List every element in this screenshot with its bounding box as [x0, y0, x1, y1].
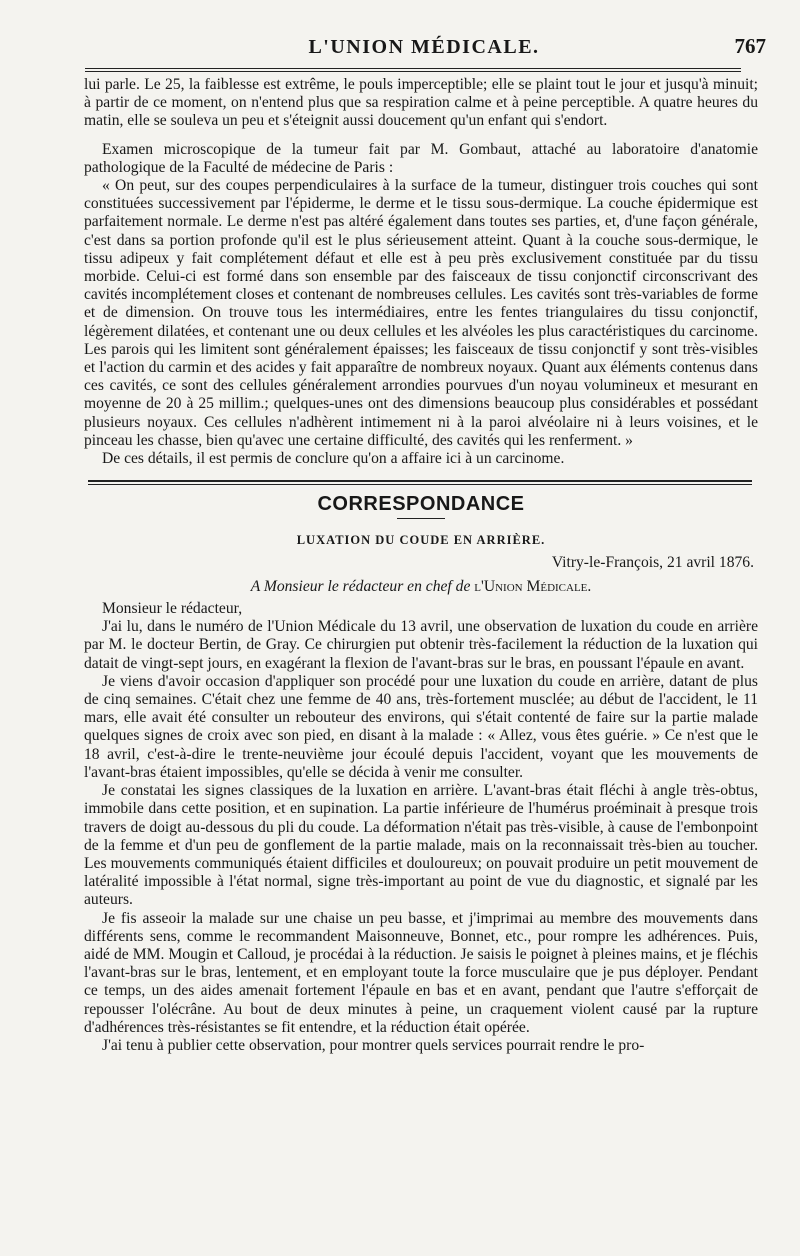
paragraph-examen: Examen microscopique de la tumeur fait par M. Gombaut, attaché au laboratoire d'anatomie pathologique de la Faculté de médecine de Paris : — [84, 140, 758, 176]
section-divider — [88, 480, 752, 485]
page-body — [84, 76, 758, 1055]
article-title: LUXATION DU COUDE EN ARRIÈRE. — [296, 533, 546, 548]
letter-paragraph: Je constatai les signes classiques de la luxation en arrière. L'avant-bras était fléchi à angle très-obtus, immobile dans cette position, et en supination. La partie inférieure de l'humérus proéminait à presque trois travers de doigt au-dessous du pli du coude. La déformation n'était pas très-visible, à cause de l'embonpoint de la femme et d'un peu de gonflement de la partie malade, mais on la reconnaissait très-bien au toucher. Les mouvements communiqués étaient difficiles et douloureux; on pouvait produire un petit mouvement de latéralité impossible à l'état normal, signe très-important au point de vue du diagnostic, et signalé par les auteurs. — [84, 782, 758, 909]
letter-dateline: Vitry-le-François, 21 avril 1876. — [551, 554, 754, 572]
letter-paragraph: J'ai lu, dans le numéro de l'Union Médicale du 13 avril, une observation de luxation du coude en arrière par M. le docteur Bertin, de Gray. Ce chirurgien put obtenir très-facilement la réduction de la luxation qui datait de vingt-sept jours, en exagérant la flexion de l'avant-bras sur le bras, en poussant l'épaule en avant. — [84, 618, 758, 672]
header-rule — [85, 68, 741, 72]
paragraph-case-ending: lui parle. Le 25, la faiblesse est extrême, le pouls imperceptible; elle se plaint tout le jour et jusqu'à minuit; à partir de ce moment, on n'entend plus que sa respiration calme et à peine perceptible. A quatre heures du matin, elle se souleva un peu et s'éteignit aussi doucement qu'un enfant qui s'endort. — [84, 76, 758, 130]
letter-salutation: Monsieur le rédacteur, — [102, 600, 243, 618]
spacer — [84, 131, 758, 141]
letter-paragraph: Je fis asseoir la malade sur une chaise un peu basse, et j'imprimai au membre des mouvements dans différents sens, comme le recommandent Maisonneuve, Bonnet, etc., pour rompre les adhérences. Puis, aidé de MM. Mougin et Calloud, je procédai à la réduction. Je saisis le poignet à pleines mains, et je fléchis l'avant-bras sur le bras, lentement, et en employant toute la force musculaire que je pus déployer. Pendant ce temps, un des aides amenait fortement l'épaule en bas et en avant, pendant que l'autre s'efforçait de repousser l'olécrâne. Au bout de deux minutes à peine, un craquement violent causé par la rupture d'adhérences très-résistantes se fit entendre, et la réduction était opérée. — [84, 909, 758, 1036]
paragraph-microscopy-quote: « On peut, sur des coupes perpendiculaires à la surface de la tumeur, distinguer trois couches qui sont constituées successivement par l'épiderme, le derme et le tissu sous-dermique. La couche épidermique est parfaitement normale. Le derme n'est pas altéré également dans toutes ses parties, et, d'une façon générale, c'est dans sa portion profonde qu'il est le plus sérieusement atteint. Quant à la couche sous-dermique, le tissu adipeux y fait complétement défaut et elle est à peu près exclusivement constituée par du tissu morbide. Celui-ci est formé dans son ensemble par des faisceaux de tissu conjonctif circonscrivant des cavités incomplétement closes et contenant de nombreuses cellules. Les cavités sont très-variables de forme et de dimension. On trouve tous les intermédiaires, entre les fentes triangulaires du tissu conjonctif, légèrement dilatées, et contenant une ou deux cellules et les alvéoles les plus caractéristiques du carcinome. Les parois qui les limitent sont généralement épaisses; les faisceaux de tissu conjonctif y sont très-visibles et l'action du carmin et des acides y fait apparaître de nombreux noyaux. Quant aux éléments contenus dans ces cavités, ce sont des cellules généralement arrondies pourvues d'un noyau volumineux et mesurant en moyenne de 20 à 25 millim.; quelques-unes ont des dimensions beaucoup plus considérables et possédant plusieurs noyaux. Ces cellules n'adhèrent intimement ni à la paroi alvéolaire ni à leurs voisines, et le pinceau les chasse, bien qu'avec une certaine difficulté, des cavités qui les renferment. » — [84, 177, 758, 449]
running-title: L'UNION MÉDICALE. — [308, 36, 540, 58]
page-number: 767 — [734, 34, 766, 58]
paragraph-conclusion: De ces détails, il est permis de conclure qu'on a affaire ici à un carcinome. — [102, 450, 565, 468]
address-prefix: A Monsieur le rédacteur en chef de — [250, 578, 471, 596]
title-underline — [397, 518, 445, 519]
section-title: CORRESPONDANCE — [317, 493, 525, 516]
page-header — [82, 28, 766, 68]
address-journal: l'Union Médicale. — [474, 578, 592, 596]
letter-address — [84, 578, 758, 596]
letter-paragraph: J'ai tenu à publier cette observation, pour montrer quels services pourrait rendre le pro- — [102, 1036, 645, 1054]
letter-paragraph: Je viens d'avoir occasion d'appliquer son procédé pour une luxation du coude en arrière, datant de plus de cinq semaines. C'était chez une femme de 40 ans, très-fortement musclée; au début de l'accident, le 11 mars, elle avait été consulter un rebouteur des environs, qui s'était contenté de faire sur la partie malade quelques signes de croix avec son pied, en disant à la malade : « Allez, vous êtes guérie. » Ce n'est que le 18 avril, c'est-à-dire le trente-neuvième jour écoulé depuis l'accident, voyant que les mouvements de l'avant-bras étaient impossibles, qu'elle se décida à venir me consulter. — [84, 672, 758, 781]
